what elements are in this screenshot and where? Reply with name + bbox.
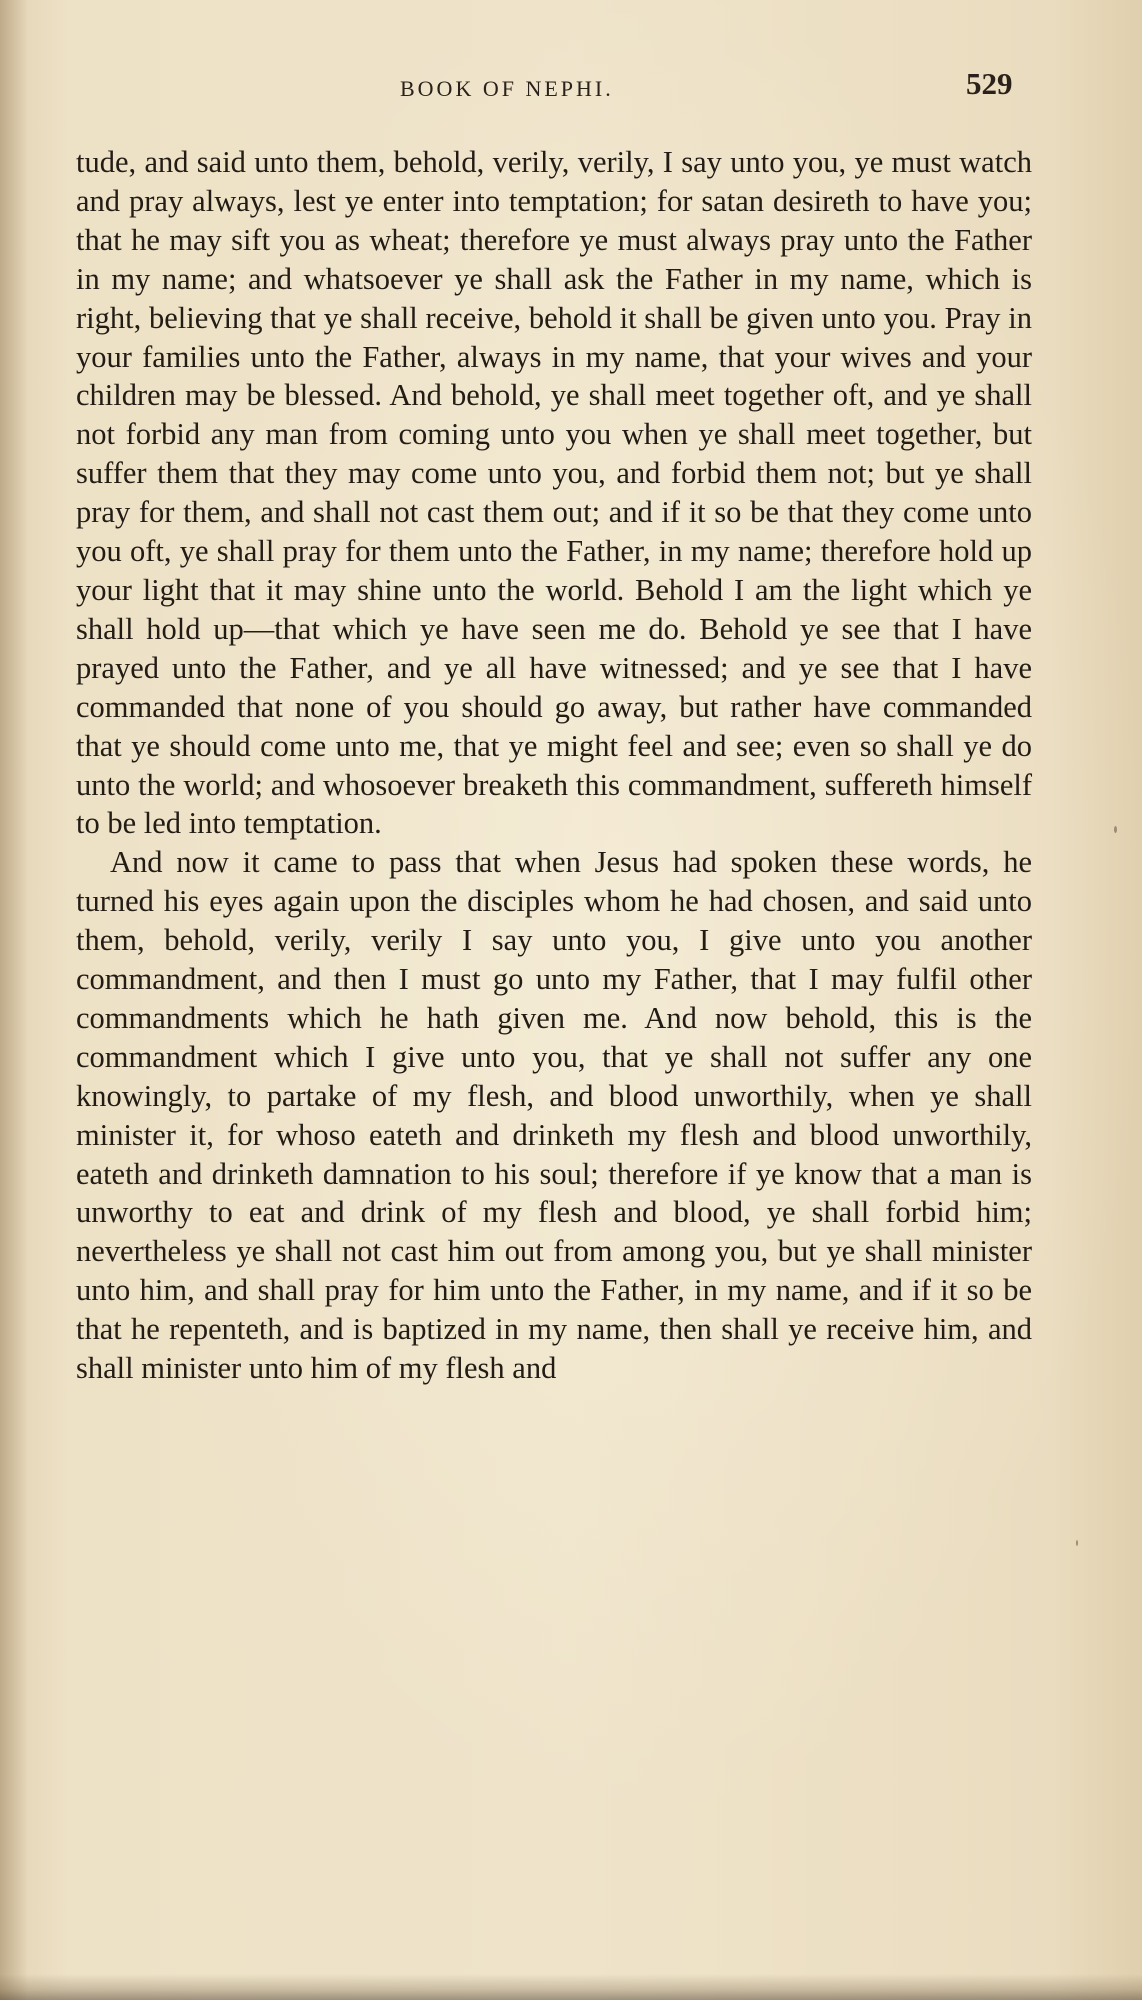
- running-title: BOOK OF NEPHI.: [400, 76, 614, 101]
- body-text: [76, 143, 1032, 1388]
- margin-speck: [1076, 1540, 1078, 1546]
- page-number: 529: [966, 66, 1013, 101]
- margin-speck: [1114, 826, 1117, 833]
- paragraph-1: tude, and said unto them, behold, verily, verily, I say unto you, ye must watch and pray always, lest ye enter into temptation; for satan desireth to have you; that he may sift you as wheat; therefore ye must always pray unto the Father in my name; and whatsoever ye shall ask the Father in my name, which is right, believing that ye shall receive, behold it shall be given unto you. Pray in your families unto the Father, always in my name, that your wives and your children may be blessed. And behold, ye shall meet together oft, and ye shall not forbid any man from coming unto you when ye shall meet together, but suffer them that they may come unto you, and forbid them not; but ye shall pray for them, and shall not cast them out; and if it so be that they come unto you oft, ye shall pray for them unto the Father, in my name; therefore hold up your light that it may shine unto the world. Behold I am the light which ye shall hold up—that which ye have seen me do. Behold ye see that I have prayed unto the Father, and ye all have witnessed; and ye see that I have commanded that none of you should go away, but rather have commanded that ye should come unto me, that ye might feel and see; even so shall ye do unto the world; and whosoever breaketh this commandment, suffereth himself to be led into temptation.: [76, 145, 1032, 841]
- page-bottom-edge: [0, 1974, 1142, 2000]
- paragraph-2: And now it came to pass that when Jesus had spoken these words, he turned his eyes again upon the disciples whom he had chosen, and said unto them, behold, verily, verily I say unto you, I give unto you another commandment, and then I must go unto my Father, that I may fulfil other commandments which he hath given me. And now behold, this is the commandment which I give unto you, that ye shall not suffer any one knowingly, to partake of my flesh, and blood unworthily, when ye shall minister it, for whoso eateth and drinketh my flesh and blood unworthily, eateth and drinketh damnation to his soul; therefore if ye know that a man is unworthy to eat and drink of my flesh and blood, ye shall forbid him; nevertheless ye shall not cast him out from among you, but ye shall minister unto him, and shall pray for him unto the Father, in my name, and if it so be that he repenteth, and is baptized in my name, then shall ye receive him, and shall minister unto him of my flesh and: [76, 845, 1032, 1386]
- gutter-shadow: [0, 0, 28, 2000]
